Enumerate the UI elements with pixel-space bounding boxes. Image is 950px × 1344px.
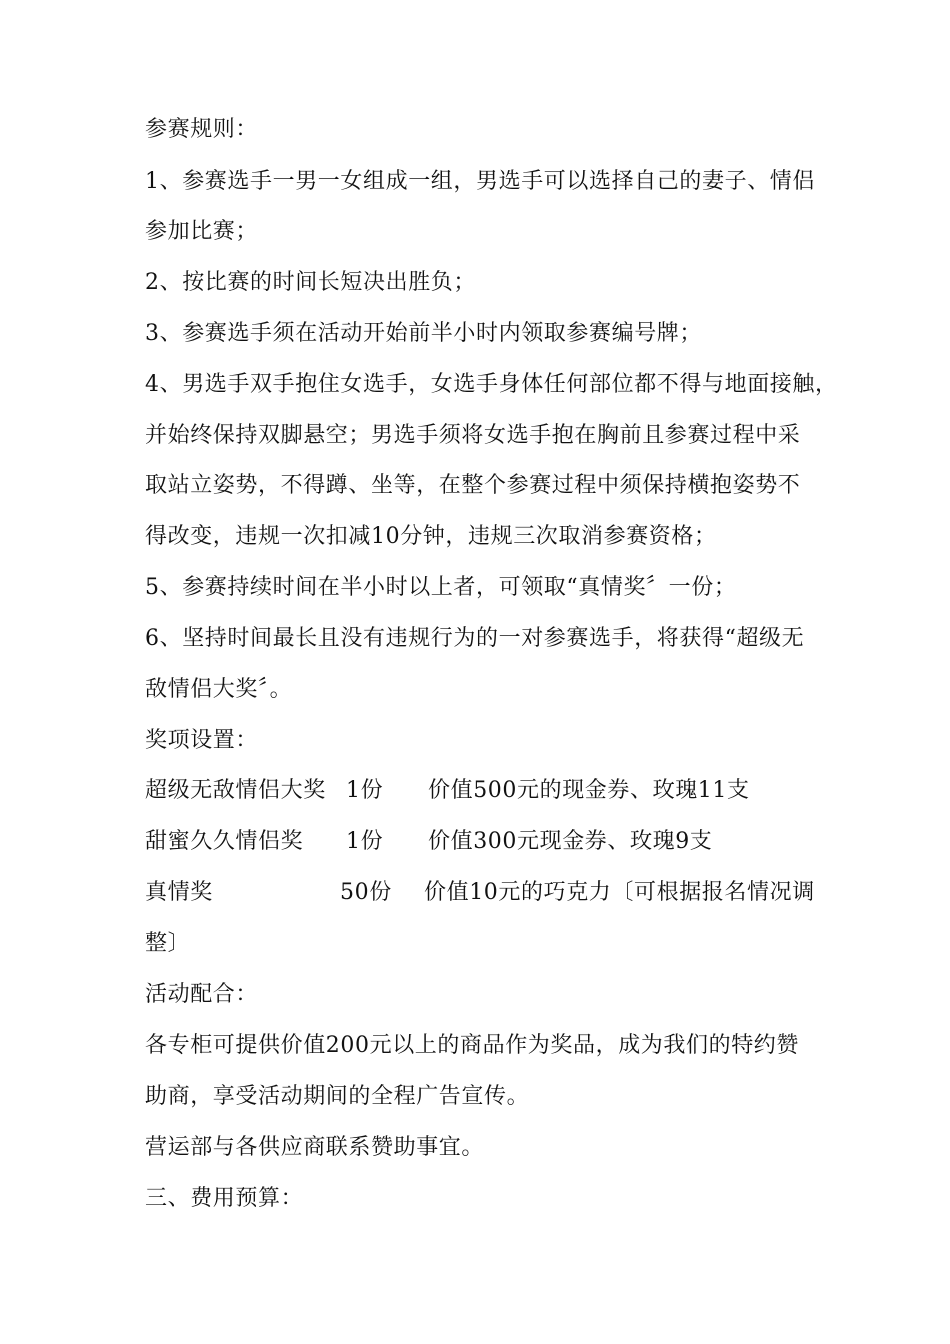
budget-heading: 三、费用预算：: [145, 1186, 304, 1211]
prize-continuation: 整〕: [145, 931, 191, 956]
rule-4-line-2: 并始终保持双脚悬空；男选手须将女选手抱在胸前且参赛过程中采: [145, 423, 801, 448]
prize-value: 价值500元的现金券、玫瑰11支: [428, 778, 750, 803]
prize-name: 甜蜜久久情侣奖: [145, 829, 304, 854]
prize-value: 价值10元的巧克力〔可根据报名情况调: [424, 880, 815, 905]
prize-value: 价值300元现金券、玫瑰9支: [428, 829, 713, 854]
rule-4-line-1: 4、男选手双手抱住女选手，女选手身体任何部位都不得与地面接触，: [145, 372, 838, 397]
rule-4-line-3: 取站立姿势，不得蹲、坐等，在整个参赛过程中须保持横抱姿势不: [145, 473, 801, 498]
rule-6-line-1: 6、坚持时间最长且没有违规行为的一对参赛选手，将获得“超级无: [145, 626, 805, 651]
prize-name: 真情奖: [145, 880, 213, 905]
cooperation-para-2: 营运部与各供应商联系赞助事宜。: [145, 1135, 485, 1160]
prize-count: 50份: [340, 880, 392, 905]
rule-2: 2、按比赛的时间长短决出胜负；: [145, 270, 476, 295]
prize-name: 超级无敌情侣大奖: [145, 778, 326, 803]
cooperation-heading: 活动配合：: [145, 982, 259, 1007]
prizes-heading: 奖项设置：: [145, 728, 259, 753]
prize-count: 1份: [346, 778, 384, 803]
cooperation-para-1-line-1: 各专柜可提供价值200元以上的商品作为奖品，成为我们的特约赞: [145, 1033, 799, 1058]
rule-6-line-2: 敌情侣大奖〞。: [145, 677, 293, 702]
rule-1-line-1: 1、参赛选手一男一女组成一组，男选手可以选择自己的妻子、情侣: [145, 169, 815, 194]
rule-4-line-4: 得改变，违规一次扣减10分钟，违规三次取消参赛资格；: [145, 524, 717, 549]
rules-heading: 参赛规则：: [145, 117, 259, 142]
cooperation-para-1-line-2: 助商，享受活动期间的全程广告宣传。: [145, 1084, 530, 1109]
rule-1-line-2: 参加比赛；: [145, 219, 259, 244]
prize-count: 1份: [346, 829, 384, 854]
rule-3: 3、参赛选手须在活动开始前半小时内领取参赛编号牌；: [145, 321, 702, 346]
rule-5: 5、参赛持续时间在半小时以上者，可领取“真情奖〞一份；: [145, 575, 737, 600]
